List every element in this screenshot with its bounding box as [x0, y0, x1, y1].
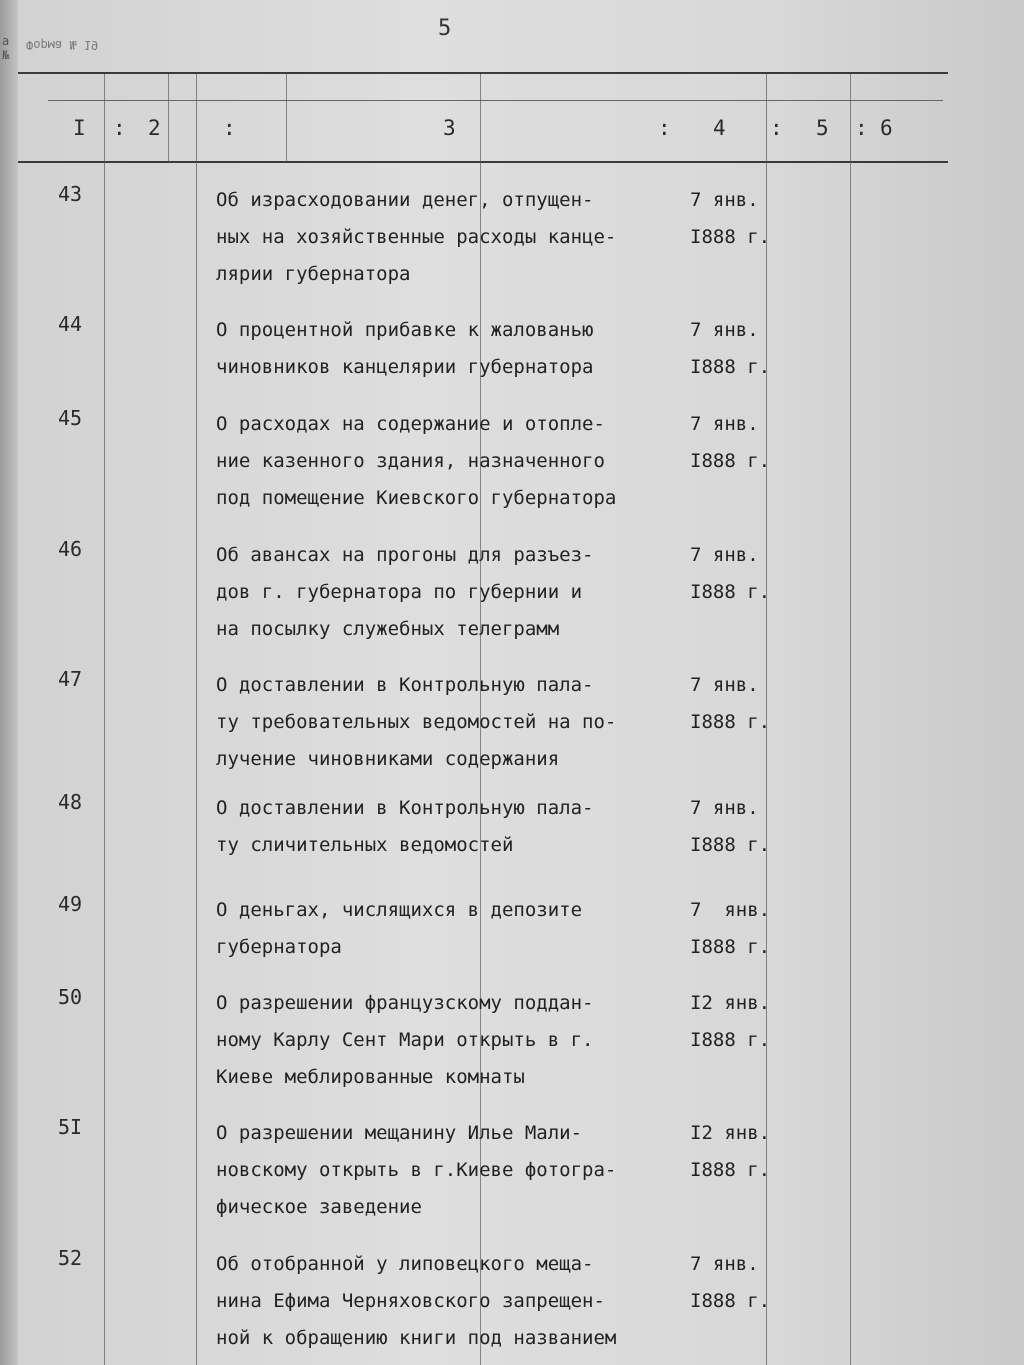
table-top-rule — [18, 72, 948, 74]
entry-description: Об израсходовании денег, отпущен- ных на хозяйственные расходы канце- лярии губернатора — [216, 189, 617, 285]
column-header-3: 3 — [443, 116, 456, 140]
document-page — [18, 0, 1024, 1365]
entry-description: Об отобранной у липовецкого меща- нина Ефима Черняховского запрещен- ной к обращению книги под названием — [216, 1253, 617, 1349]
entry-description: Об авансах на прогоны для разъез- дов г. губернатора по губернии и на посылку служебных телеграмм — [216, 544, 594, 640]
column-header-4: 4 — [713, 116, 726, 140]
column-divider — [850, 74, 851, 1365]
table-header-bottom-rule — [18, 161, 948, 163]
page-number: 5 — [438, 16, 452, 41]
entry-date: 7 янв. I888 г. — [690, 319, 771, 378]
form-label: Форма № 19 — [26, 38, 99, 52]
column-divider — [196, 74, 197, 1365]
column-header-sep: : — [770, 116, 783, 140]
entry-date: I2 янв. I888 г. — [690, 1122, 771, 1181]
column-divider — [168, 74, 169, 162]
column-header-2: 2 — [148, 116, 161, 140]
entry-number: 43 — [58, 182, 83, 206]
entry-date: 7 янв. I888 г. — [690, 674, 771, 733]
entry-number: 46 — [58, 537, 83, 561]
entry-number: 45 — [58, 406, 83, 430]
entry-number: 47 — [58, 667, 83, 691]
entry-date: I2 янв. I888 г. — [690, 992, 771, 1051]
column-header-1: I — [73, 116, 86, 140]
entry-description: О разрешении мещанину Илье Мали- новскому открыть в г.Киеве фотогра- фическое заведение — [216, 1122, 617, 1218]
column-header-5: 5 — [816, 116, 829, 140]
column-header-sep: : — [113, 116, 126, 140]
entry-number: 48 — [58, 790, 83, 814]
entry-date: 7 янв. I888 г. — [690, 899, 771, 958]
entry-description: О деньгах, числящихся в депозите губернатора — [216, 899, 583, 958]
entry-date: 7 янв. I888 г. — [690, 1253, 771, 1312]
adjacent-page-edge — [0, 0, 18, 1365]
entry-description: О разрешении французскому поддан- ному Карлу Сент Мари открыть в г. Киеве меблированные комнаты — [216, 992, 594, 1088]
entry-description: О доставлении в Контрольную пала- ту сличительных ведомостей — [216, 797, 594, 856]
column-header-sep: : — [658, 116, 671, 140]
column-header-6: 6 — [880, 116, 893, 140]
entry-number: 44 — [58, 312, 83, 336]
entry-description: О процентной прибавке к жалованью чиновников канцелярии губернатора — [216, 319, 594, 378]
column-header-sep: : — [223, 116, 236, 140]
column-header-sep: : — [855, 116, 868, 140]
entry-date: 7 янв. I888 г. — [690, 189, 771, 248]
table-header-inner-rule — [48, 100, 943, 101]
entry-date: 7 янв. I888 г. — [690, 544, 771, 603]
entry-number: 49 — [58, 892, 83, 916]
entry-date: 7 янв. I888 г. — [690, 797, 771, 856]
column-divider — [286, 74, 287, 162]
entry-number: 50 — [58, 985, 83, 1009]
entry-date: 7 янв. I888 г. — [690, 413, 771, 472]
entry-number: 52 — [58, 1246, 83, 1270]
adjacent-page-stub-text: а № — [2, 34, 10, 62]
entry-description: О доставлении в Контрольную пала- ту требовательных ведомостей на по- лучение чиновниками содержания — [216, 674, 617, 770]
entry-number: 5I — [58, 1115, 83, 1139]
column-divider — [104, 74, 105, 1365]
entry-description: О расходах на содержание и отопле- ние казенного здания, назначенного под помещение Киевского губернатора — [216, 413, 617, 509]
